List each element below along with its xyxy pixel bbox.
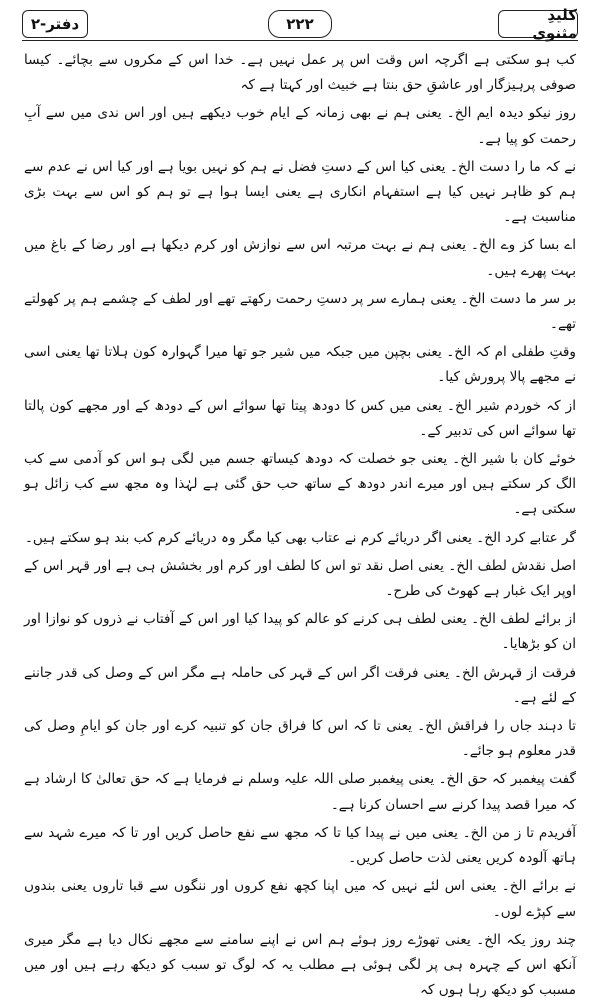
book-title: کلیدِ مثنوی: [498, 10, 578, 38]
page-number: ۲۲۲: [268, 10, 332, 38]
page-body: [24, 48, 576, 999]
paragraph: تا دہند جاں را فراقش الخ۔ یعنی تا کہ اس کا فراق جان کو تنبیہ کرے اور جان کو ایامِ وصل کی قدر معلوم ہو جائے۔: [24, 718, 576, 760]
paragraph: چند روز یکہ الخ۔ یعنی تھوڑے روز ہوئے ہم اس نے اپنے سامنے سے مجھے نکال دیا ہے مگر میری آنکھ اس کے چہرہ ہی پر لگی ہوئی ہے مطلب یہ کہ لوگ تو سبب کو دیکھ رہے ہیں اور میں مسبب کو دیکھ رہا ہوں کہ: [24, 931, 576, 999]
paragraph: کب ہو سکتی ہے اگرچہ اس وقت اس پر عمل نہیں ہے۔ خدا اس کے مکروں سے بچائے۔ کیسا صوفی پرہیزگار اور عاشقِ حق بنتا ہے خبیث اور کہتا ہے کہ: [24, 52, 576, 94]
paragraph: اے بسا کز وے الخ۔ یعنی ہم نے بہت مرتبہ اس سے نوازش اور کرم دیکھا ہے اور رضا کے باغ میں بہت پھرے ہیں۔: [24, 237, 576, 279]
page-header: [22, 8, 578, 42]
paragraph: روز نیکو دیدہ ایم الخ۔ یعنی ہم نے بھی زمانہ کے ایام خوب دیکھے ہیں اور اس ندی میں سے آبِ رحمت کو پیا ہے۔: [24, 105, 576, 147]
paragraph: آفریدم تا ز من الخ۔ یعنی میں نے پیدا کیا تا کہ مجھ سے نفع حاصل کریں اور تا کہ میرے شہد سے ہاتھ آلودہ کریں یعنی لذت حاصل کریں۔: [24, 824, 576, 867]
paragraph: نے کہ ما را دست الخ۔ یعنی کیا اس کے دستِ فضل نے ہم کو نہیں بویا ہے اور کیا اس نے عدم سے ہم کو ظاہر نہیں کیا ہے استفہام انکاری ہے یعنی ایسا ہوا ہے تو ہم کو اس سے بہت بڑی مناسبت ہے۔: [24, 158, 576, 226]
header-divider: [22, 40, 578, 41]
paragraph: خوئے کان با شیر الخ۔ یعنی جو خصلت کہ دودھ کیساتھ جسم میں لگی ہو اس کو آدمی سے کب الگ کر سکتے ہیں اور میرے اندر دودھ کے ساتھ حب حق گئی ہے لہٰذا وہ مجھ سے کب زائل ہو سکتی ہے۔: [24, 451, 576, 518]
volume-label: دفتر-۲: [22, 10, 88, 38]
paragraph: وقتِ طفلی ام کہ الخ۔ یعنی بچپن میں جبکہ میں شیر جو تھا میرا گہوارہ کون ہلاتا تھا یعنی اسی نے مجھے پالا پرورش کیا۔: [24, 344, 576, 386]
paragraph: اصل نقدش لطف الخ۔ یعنی اصل نقد تو اس کا لطف اور کرم اور بخشش ہی ہے اور قہر اس کے اوپر ایک غبار ہے کھوٹ کی طرح۔: [24, 557, 576, 600]
paragraph: گفت پیغمبر کہ حق الخ۔ یعنی پیغمبر صلی اللہ علیہ وسلم نے فرمایا ہے کہ حق تعالیٰ کا ارشاد ہے کہ میرا قصد پیدا کرنے سے احسان کرنا ہے۔: [24, 771, 576, 813]
paragraph: گر عتابے کرد الخ۔ یعنی اگر دریائے کرم نے عتاب بھی کیا مگر وہ دریائے کرم کب بند ہو سکتے ہیں۔: [24, 529, 576, 546]
paragraph: از کہ خوردم شیر الخ۔ یعنی میں کس کا دودھ پیتا تھا سوائے اس کے دودھ کے اور مجھے کون پالتا تھا سوائے اس کی تدبیر کے۔: [24, 397, 576, 439]
paragraph: از برائے لطف الخ۔ یعنی لطف ہی کرنے کو عالم کو پیدا کیا اور اس کے آفتاب نے ذروں کو نوازا اور ان کو بڑھایا۔: [24, 611, 576, 653]
paragraph: نے برائے الخ۔ یعنی اس لئے نہیں کہ میں اپنا کچھ نفع کروں اور ننگوں سے قبا تاروں یعنی بندوں سے کپڑے لوں۔: [24, 878, 576, 920]
paragraph: فرقت از قہرش الخ۔ یعنی فرقت اگر اس کے قہر کی حاملہ ہے مگر اس کے وصل کی قدر جاننے کے لئے ہے۔: [24, 664, 576, 706]
paragraph: بر سر ما دست الخ۔ یعنی ہمارے سر پر دستِ رحمت رکھتے تھے اور لطف کے چشمے ہم پر کھولتے تھے۔: [24, 290, 576, 333]
